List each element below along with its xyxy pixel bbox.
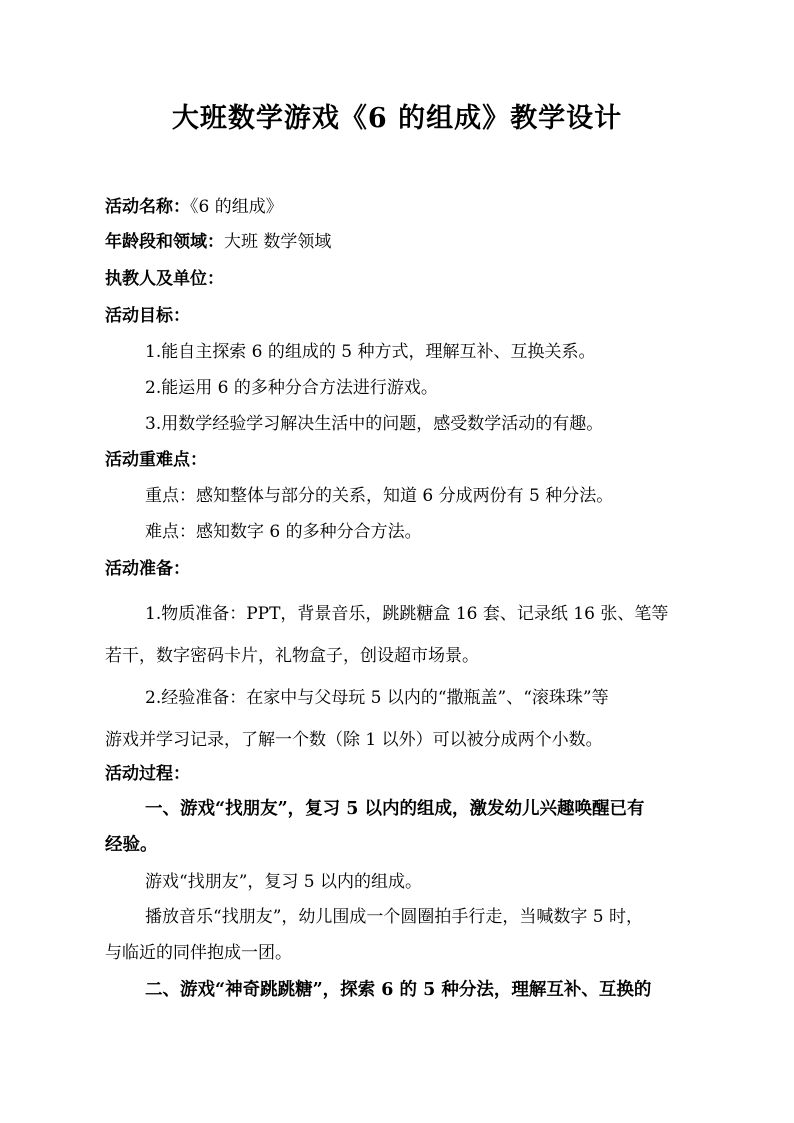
age-domain-row	[105, 231, 331, 253]
document-title: 大班数学游戏《6 的组成》教学设计	[171, 103, 623, 134]
goal-item-3: 3.用数学经验学习解决生活中的问题，感受数学活动的有趣。	[145, 414, 604, 434]
experience-prep-line-2: 游戏并学习记录，了解一个数（除 1 以外）可以被分成两个小数。	[105, 730, 603, 750]
key-points-heading: 活动重难点：	[105, 450, 207, 470]
teacher-label: 执教人及单位：	[105, 269, 224, 289]
process-heading: 活动过程：	[105, 764, 190, 784]
age-domain-value: 大班 数学领域	[224, 232, 332, 252]
activity-name-label: 活动名称：	[105, 197, 190, 217]
process-step-1-paragraph-2-line-1: 播放音乐“找朋友”，幼儿围成一个圆圈拍手行走，当喊数字 5 时，	[145, 907, 644, 927]
activity-name-row	[105, 196, 283, 218]
process-step-1-line-1: 一、游戏“找朋友”，复习 5 以内的组成，激发幼儿兴趣唤醒已有	[145, 799, 645, 819]
process-step-1-paragraph-2-line-2: 与临近的同伴抱成一团。	[105, 943, 292, 963]
key-point-focus: 重点：感知整体与部分的关系，知道 6 分成两份有 5 种分法。	[145, 486, 614, 506]
material-prep-line-2: 若干，数字密码卡片，礼物盒子，创设超市场景。	[105, 646, 479, 666]
key-point-difficulty: 难点：感知数字 6 的多种分合方法。	[145, 522, 422, 542]
goal-item-2: 2.能运用 6 的多种分合方法进行游戏。	[145, 378, 438, 398]
age-domain-label: 年龄段和领域：	[105, 232, 224, 252]
goals-heading: 活动目标：	[105, 306, 190, 326]
activity-name-value: 《6 的组成》	[190, 197, 283, 217]
process-step-2-line-1: 二、游戏“神奇跳跳糖”，探索 6 的 5 种分法，理解互补、互换的	[145, 980, 652, 1000]
material-prep-line-1: 1.物质准备：PPT，背景音乐，跳跳糖盒 16 套、记录纸 16 张、笔等	[145, 604, 669, 624]
preparation-heading: 活动准备：	[105, 559, 190, 579]
process-step-1-paragraph-1: 游戏“找朋友”，复习 5 以内的组成。	[145, 872, 423, 892]
teacher-row	[105, 268, 224, 290]
process-step-1-line-2: 经验。	[105, 835, 158, 855]
experience-prep-line-1: 2.经验准备：在家中与父母玩 5 以内的“撒瓶盖”、“滚珠珠”等	[145, 688, 609, 708]
goal-item-1: 1.能自主探索 6 的组成的 5 种方式，理解互补、互换关系。	[145, 342, 596, 362]
